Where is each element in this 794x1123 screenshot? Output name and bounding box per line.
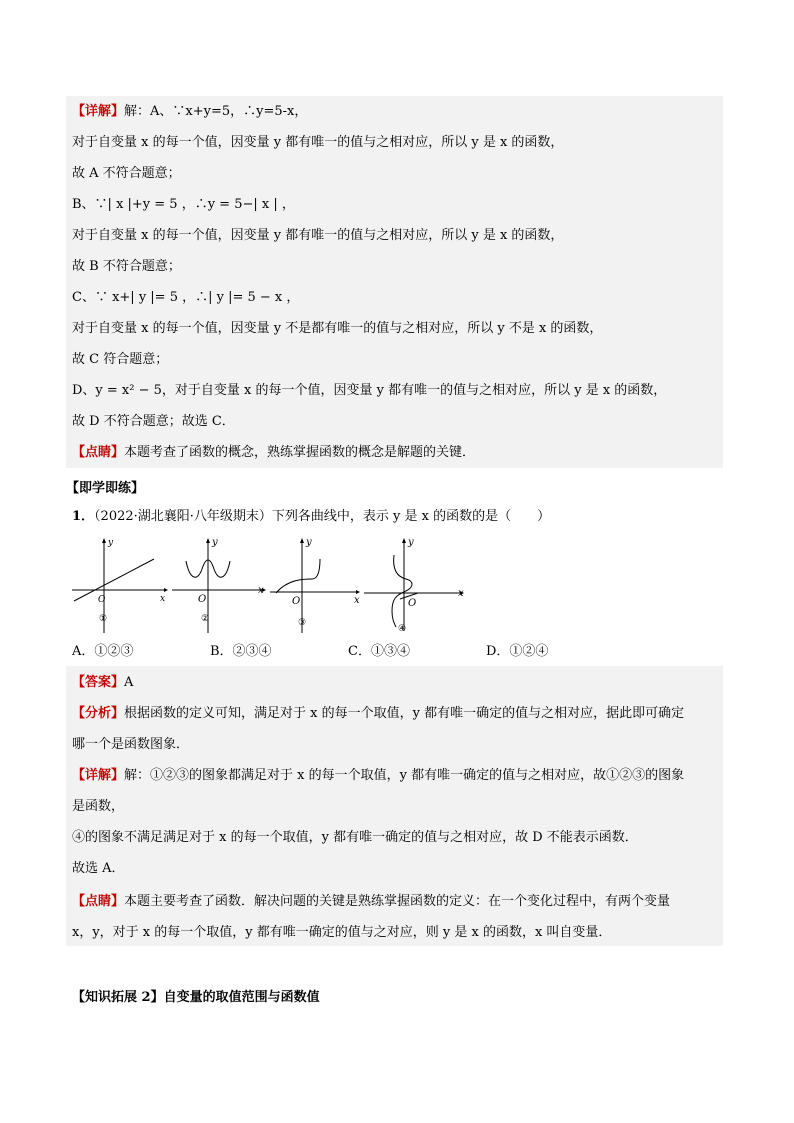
option-c[interactable]: C．①③④: [348, 644, 410, 659]
graph-4-y: y: [408, 537, 414, 548]
analysis-line-1: 【分析】根据函数的定义可知，满足对于 x 的每一个取值，y 都有唯一确定的值与之相对应，据此即可确定: [72, 706, 685, 721]
answer-value: A: [124, 675, 134, 690]
detail-line-3: 故 A 不符合题意；: [72, 166, 181, 181]
detail-line-9: 故 C 符合题意；: [72, 352, 169, 367]
graph-4: [362, 535, 466, 635]
answer-tag: 【答案】: [72, 675, 125, 690]
graph-3-x: x: [354, 595, 360, 606]
comment2-tag: 【点睛】: [72, 894, 125, 909]
detail-line-11: 故 D 不符合题意；故选 C．: [72, 414, 235, 429]
detail-line-8: 对于自变量 x 的每一个值，因变量 y 不是都有唯一的值与之相对应，所以 y 不是 x 的函数，: [72, 321, 603, 336]
detail2-tag: 【详解】: [72, 768, 125, 783]
graph-1-y: y: [108, 538, 114, 548]
graph-3-o: O: [292, 596, 301, 607]
option-b[interactable]: B．②③④: [210, 644, 272, 659]
detail-line-1: 【详解】解：A、∵x+y=5，∴y=5-x，: [72, 104, 308, 119]
graph-2-x: x: [258, 585, 264, 596]
graph-4-o: O: [408, 598, 417, 609]
graph-3: [264, 535, 364, 635]
detail2-line-1: 【详解】解：①②③的图象都满足对于 x 的每一个取值，y 都有唯一确定的值与之相对应，故①②③的图象: [72, 768, 685, 783]
extension-heading: 【知识拓展 2】自变量的取值范围与函数值: [72, 990, 320, 1005]
detail-tag: 【详解】: [72, 104, 125, 119]
detail-line-5: 对于自变量 x 的每一个值，因变量 y 都有唯一的值与之相对应，所以 y 是 x 的函数，: [72, 228, 564, 243]
graph-1-label: ①: [99, 614, 108, 624]
comment-line: 【点睛】本题考查了函数的概念，熟练掌握函数的概念是解题的关键．: [72, 445, 476, 460]
detail-line-6: 故 B 不符合题意；: [72, 259, 181, 274]
detail2-line-3: ④的图象不满足满足对于 x 的每一个取值，y 都有唯一确定的值与之相对应，故 D 不能表示函数．: [72, 830, 638, 845]
answer-line: [72, 674, 133, 692]
detail2-line-2: 是函数，: [72, 799, 125, 814]
practice-heading: 【即学即练】: [66, 481, 145, 496]
graph-3-y: y: [306, 537, 312, 548]
comment-tag: 【点睛】: [72, 445, 125, 460]
comment2-line-2: x，y，对于 x 的每一个取值，y 都有唯一确定的值与之对应，则 y 是 x 的函数，x 叫自变量．: [72, 925, 612, 940]
graph-3-label: ③: [298, 618, 307, 628]
graph-1: [68, 535, 168, 635]
graph-4-label: ④: [398, 624, 407, 634]
graph-2-label: ②: [201, 614, 210, 624]
detail-line-2: 对于自变量 x 的每一个值，因变量 y 都有唯一的值与之相对应，所以 y 是 x 的函数，: [72, 135, 564, 150]
graph-2-o: O: [198, 594, 207, 605]
graph-1-o: O: [98, 595, 106, 605]
comment2-line-1: 【点睛】本题主要考查了函数．解决问题的关键是熟练掌握函数的定义：在一个变化过程中，有两个变量: [72, 894, 671, 909]
detail-line-10: D、y = x² − 5，对于自变量 x 的每一个值，因变量 y 都有唯一的值与之相对应，所以 y 是 x 的函数，: [72, 383, 667, 398]
option-a[interactable]: A．①②③: [72, 644, 134, 659]
question-number: 1．: [72, 509, 95, 524]
analysis-line-2: 哪一个是函数图象．: [72, 737, 190, 752]
graph-2: [168, 535, 268, 635]
detail-line-4: B、∵| x |+y = 5 ，∴y = 5−| x | ，: [72, 197, 295, 212]
option-d[interactable]: D．①②④: [486, 644, 549, 659]
graph-2-y: y: [212, 537, 218, 548]
graph-4-x: x: [458, 588, 464, 599]
question-line: [72, 508, 550, 526]
detail2-line-4: 故选 A．: [72, 861, 125, 876]
question-text: （2022·湖北襄阳·八年级期末）下列各曲线中，表示 y 是 x 的函数的是（ ）: [94, 509, 551, 524]
graph-1-x: x: [160, 594, 166, 604]
analysis-tag: 【分析】: [72, 706, 125, 721]
detail-line-7: C、∵ x+| y |= 5 ，∴| y |= 5 − x ，: [72, 290, 300, 305]
